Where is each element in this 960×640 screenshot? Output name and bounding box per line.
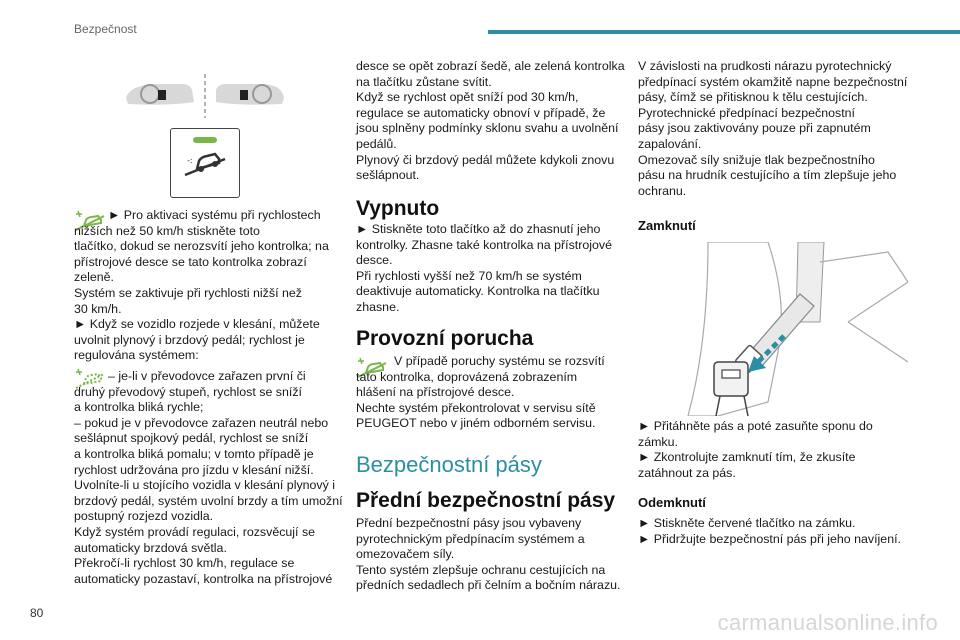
heading-vypnuto: Vypnuto xyxy=(356,197,440,220)
page-number: 80 xyxy=(30,606,44,620)
col2-paragraph-4: Přední bezpečnostní pásy jsou vybaveny pyrotechnickým předpínacím systémem a omezovačem síly. Tento systém zlepšuje ochranu cestujících na předních sedadlech při čelním a bočním nárazu. xyxy=(356,516,621,593)
hill-descent-button-icon xyxy=(171,129,239,197)
col3-paragraph-2: ► Přitáhněte pás a poté zasuňte sponu do zámku. ► Zkontrolujte zamknutí tím, že zkusíte zatáhnout za pás. xyxy=(638,419,873,480)
col2-paragraph-3: V případě poruchy systému se rozsvítí tato kontrolka, doprovázená zobrazením hlášení na přístrojové desce. Nechte systém překontrolovat v servisu sítě PEUGEOT nebo v jiném odborném servisu. xyxy=(356,354,605,431)
dashboard-location-icon xyxy=(120,72,290,120)
seatbelt-buckle-illustration xyxy=(648,242,908,416)
heading-provozni-porucha: Provozní porucha xyxy=(356,327,534,350)
heading-zamknuti: Zamknutí xyxy=(638,218,696,233)
header-accent-bar xyxy=(488,30,960,34)
col1-paragraph-1: ► Pro aktivaci systému při rychlostech nižších než 50 km/h stiskněte toto tlačítko, dokud se nerozsvítí jeho kontrolka; na přístrojové desce se tato kontrolka zobrazí zeleně. Systém se zaktivuje při rychlosti nižší než 30 km/h. ► Když se vozidlo rozjede v klesání, můžete uvolnit plynový i brzdový pedál; rychlost je regulována systémem: xyxy=(74,208,329,363)
hill-descent-button xyxy=(170,128,240,198)
section-label: Bezpečnost xyxy=(74,22,137,36)
col2-paragraph-2: ► Stiskněte toto tlačítko až do zhasnutí jeho kontrolky. Zhasne také kontrolka na přístrojové desce. Při rychlosti vyšší než 70 km/h se systém deaktivuje automaticky. Kontrolka na tlačítku zhasne. xyxy=(356,222,612,314)
heading-bezpecnostni-pasy: Bezpečnostní pásy xyxy=(356,452,542,477)
svg-text:-:: -: xyxy=(187,156,193,165)
col1-paragraph-2: – je-li v převodovce zařazen první či druhý převodový stupeň, rychlost se sníží a kontrolka bliká rychle; – pokud je v převodovce zařazen neutrál nebo sešlápnut spojkový pedál, rychlost se sníží a kontrolka bliká pomalu; v tomto případě je rychlost udržována pro jízdu v klesání nižší. Uvolníte-li u stojícího vozidla v klesání plynový i brzdový pedál, systém uvolní brzdy a tím umožní postupný rozjezd vozidla. Když systém provádí regulaci, rozsvěcují se automaticky brzdová světla. Překročí-li rychlost 30 km/h, regulace se automaticky pozastaví, kontrolka na přístrojové xyxy=(74,369,343,586)
col3-paragraph-1: V závislosti na prudkosti nárazu pyrotechnický předpínací systém okamžitě napne bezpečnostní pásy, čímž se přitisknou k tělu cestujících. Pyrotechnické předpínací bezpečnostní pásy jsou zaktivovány pouze při zapnutém zapalování. Omezovač síly snižuje tlak bezpečnostního pásu na hrudník cestujícího a tím zlepšuje jeho ochranu. xyxy=(638,59,908,198)
heading-predni-pasy: Přední bezpečnostní pásy xyxy=(356,489,616,512)
col3-paragraph-3: ► Stiskněte červené tlačítko na zámku. ► Přidržujte bezpečnostní pás při jeho navíjení. xyxy=(638,516,901,546)
watermark: carmanualsonline.info xyxy=(717,610,938,635)
heading-odemknuti: Odemknutí xyxy=(638,495,706,510)
col2-paragraph-1: desce se opět zobrazí šedě, ale zelená kontrolka na tlačítku zůstane svítit. Když se rychlost opět sníží pod 30 km/h, regulace se automaticky obnoví v případě, že jsou splněny podmínky sklonu svahu a uvolnění pedálů. Plynový či brzdový pedál můžete kdykoli znovu sešlápnout. xyxy=(356,59,625,183)
